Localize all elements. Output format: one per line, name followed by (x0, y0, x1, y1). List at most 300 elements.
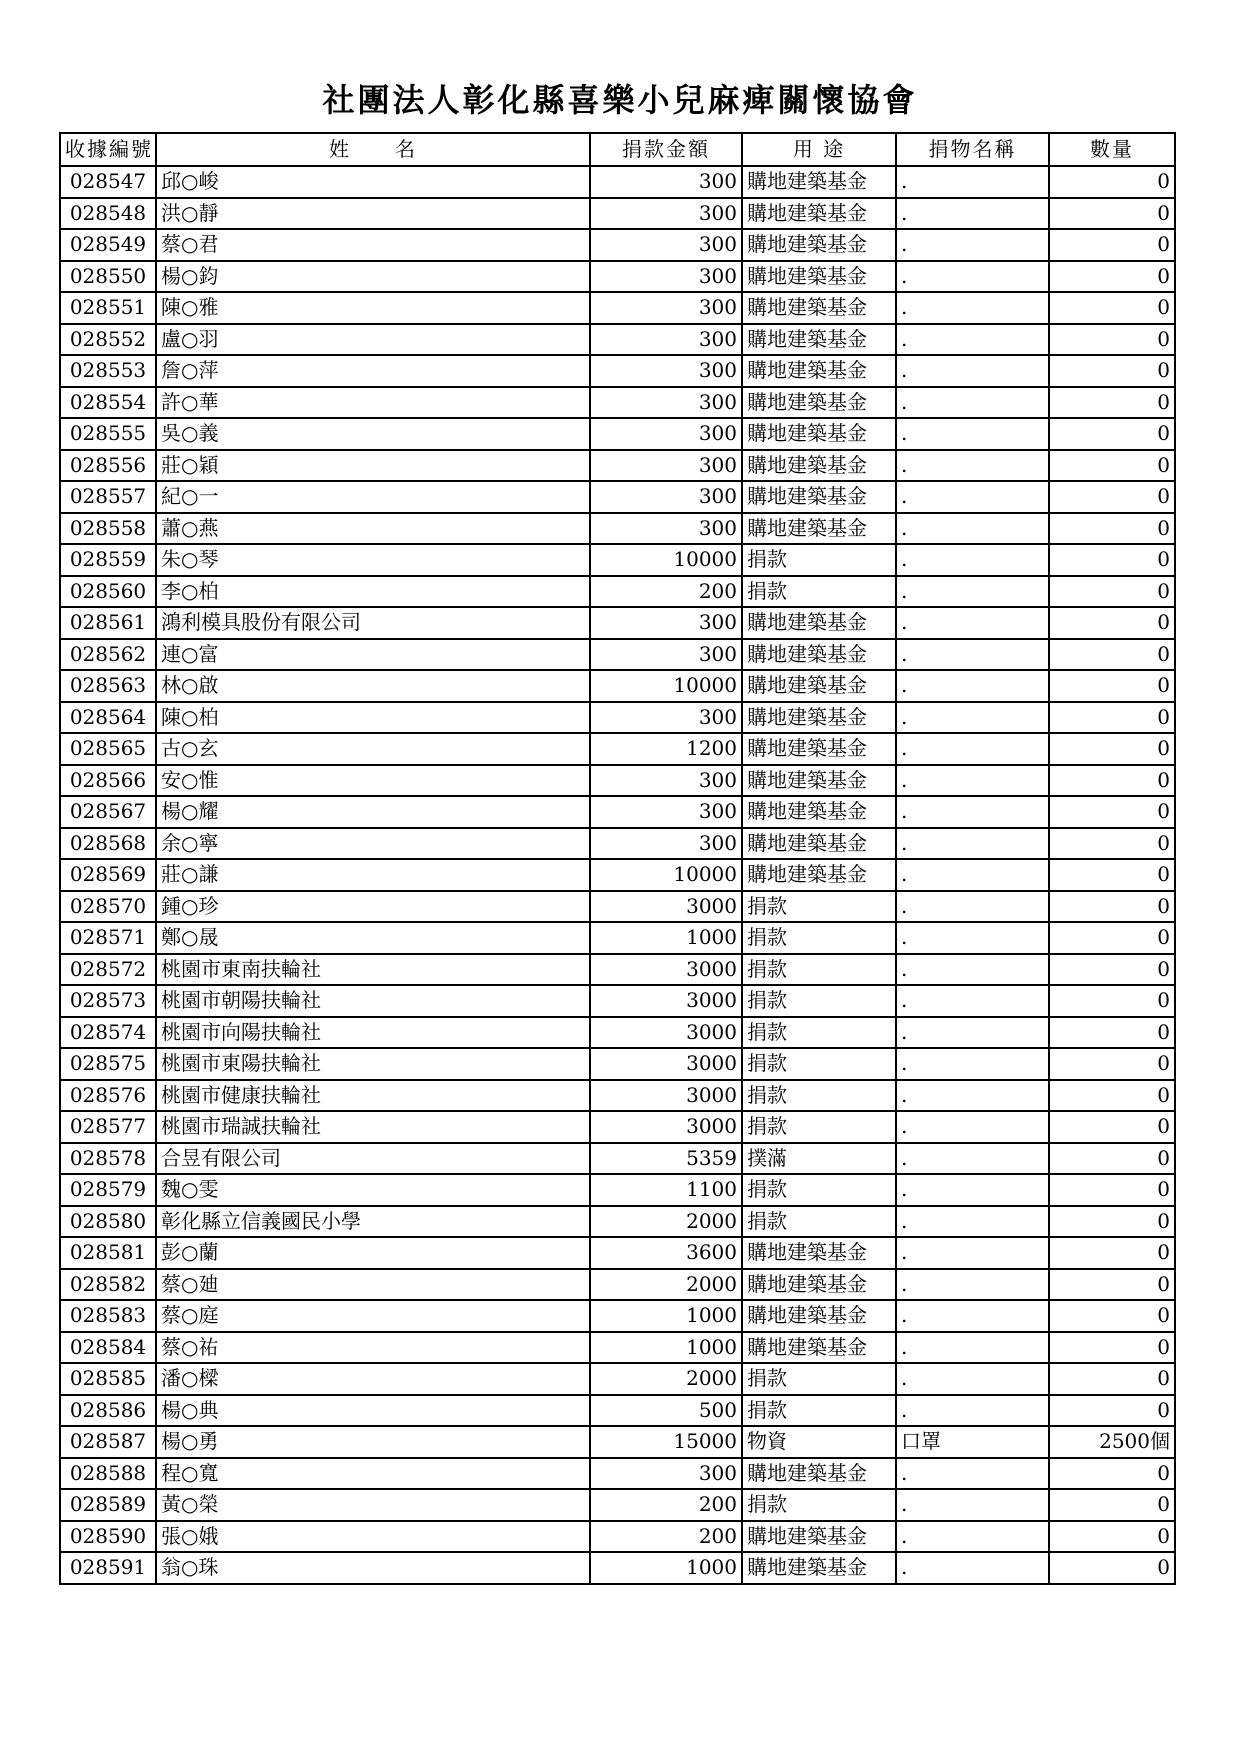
header-amount: 捐款金額 (590, 133, 742, 166)
receipt-no-cell: 028586 (60, 1395, 156, 1427)
donor-name-cell: 吳○義 (156, 418, 590, 450)
item-name-cell: . (896, 765, 1049, 797)
table-row (60, 828, 1175, 860)
quantity-cell: 0 (1049, 544, 1175, 576)
receipt-no-cell: 028580 (60, 1206, 156, 1238)
item-name-cell: . (896, 229, 1049, 261)
item-name-cell: . (896, 198, 1049, 230)
amount-cell: 3000 (590, 891, 742, 923)
quantity-cell: 0 (1049, 1300, 1175, 1332)
quantity-cell: 0 (1049, 1206, 1175, 1238)
donor-name-cell: 許○華 (156, 387, 590, 419)
receipt-no-cell: 028547 (60, 166, 156, 198)
donor-name-cell: 彭○蘭 (156, 1237, 590, 1269)
purpose-cell: 購地建築基金 (742, 355, 896, 387)
purpose-cell: 購地建築基金 (742, 292, 896, 324)
donor-name-cell: 桃園市瑞誠扶輪社 (156, 1111, 590, 1143)
amount-cell: 15000 (590, 1426, 742, 1458)
quantity-cell: 0 (1049, 1521, 1175, 1553)
table-row (60, 1269, 1175, 1301)
quantity-cell: 0 (1049, 418, 1175, 450)
amount-cell: 10000 (590, 859, 742, 891)
quantity-cell: 2500個 (1049, 1426, 1175, 1458)
purpose-cell: 捐款 (742, 1363, 896, 1395)
table-row (60, 796, 1175, 828)
item-name-cell: . (896, 733, 1049, 765)
purpose-cell: 購地建築基金 (742, 828, 896, 860)
donor-name-cell: 莊○穎 (156, 450, 590, 482)
header-item-name: 捐物名稱 (896, 133, 1049, 166)
purpose-cell: 捐款 (742, 544, 896, 576)
amount-cell: 200 (590, 576, 742, 608)
receipt-no-cell: 028561 (60, 607, 156, 639)
quantity-cell: 0 (1049, 450, 1175, 482)
table-row (60, 1395, 1175, 1427)
table-row (60, 1237, 1175, 1269)
quantity-cell: 0 (1049, 670, 1175, 702)
purpose-cell: 撲滿 (742, 1143, 896, 1175)
table-row (60, 1017, 1175, 1049)
item-name-cell: . (896, 1237, 1049, 1269)
item-name-cell: . (896, 387, 1049, 419)
item-name-cell: . (896, 1521, 1049, 1553)
amount-cell: 10000 (590, 670, 742, 702)
amount-cell: 1200 (590, 733, 742, 765)
amount-cell: 300 (590, 261, 742, 293)
item-name-cell: . (896, 1269, 1049, 1301)
purpose-cell: 購地建築基金 (742, 765, 896, 797)
quantity-cell: 0 (1049, 1174, 1175, 1206)
table-row (60, 355, 1175, 387)
purpose-cell: 購地建築基金 (742, 1237, 896, 1269)
purpose-cell: 購地建築基金 (742, 513, 896, 545)
table-row (60, 387, 1175, 419)
receipt-no-cell: 028570 (60, 891, 156, 923)
table-row (60, 639, 1175, 671)
header-row (60, 133, 1175, 166)
quantity-cell: 0 (1049, 796, 1175, 828)
item-name-cell: . (896, 891, 1049, 923)
donor-name-cell: 陳○柏 (156, 702, 590, 734)
receipt-no-cell: 028587 (60, 1426, 156, 1458)
quantity-cell: 0 (1049, 891, 1175, 923)
donor-name-cell: 鴻利模具股份有限公司 (156, 607, 590, 639)
donor-name-cell: 彰化縣立信義國民小學 (156, 1206, 590, 1238)
receipt-no-cell: 028564 (60, 702, 156, 734)
amount-cell: 300 (590, 418, 742, 450)
table-row (60, 1332, 1175, 1364)
receipt-no-cell: 028560 (60, 576, 156, 608)
receipt-no-cell: 028553 (60, 355, 156, 387)
table-row (60, 891, 1175, 923)
amount-cell: 300 (590, 607, 742, 639)
amount-cell: 300 (590, 702, 742, 734)
receipt-no-cell: 028555 (60, 418, 156, 450)
donor-name-cell: 楊○勇 (156, 1426, 590, 1458)
purpose-cell: 捐款 (742, 922, 896, 954)
amount-cell: 3000 (590, 1048, 742, 1080)
table-row (60, 1143, 1175, 1175)
table-row (60, 922, 1175, 954)
item-name-cell: . (896, 985, 1049, 1017)
donor-name-cell: 李○柏 (156, 576, 590, 608)
table-row (60, 1426, 1175, 1458)
table-row (60, 261, 1175, 293)
quantity-cell: 0 (1049, 954, 1175, 986)
purpose-cell: 購地建築基金 (742, 1269, 896, 1301)
document-title: 社團法人彰化縣喜樂小兒麻痺關懷協會 (322, 81, 918, 119)
purpose-cell: 購地建築基金 (742, 261, 896, 293)
item-name-cell: . (896, 828, 1049, 860)
quantity-cell: 0 (1049, 166, 1175, 198)
purpose-cell: 購地建築基金 (742, 418, 896, 450)
table-row (60, 1111, 1175, 1143)
donor-name-cell: 安○惟 (156, 765, 590, 797)
table-row (60, 954, 1175, 986)
donor-name-cell: 桃園市健康扶輪社 (156, 1080, 590, 1112)
table-row (60, 607, 1175, 639)
receipt-no-cell: 028552 (60, 324, 156, 356)
table-row (60, 450, 1175, 482)
purpose-cell: 購地建築基金 (742, 1552, 896, 1584)
amount-cell: 300 (590, 387, 742, 419)
receipt-no-cell: 028574 (60, 1017, 156, 1049)
amount-cell: 300 (590, 450, 742, 482)
receipt-no-cell: 028589 (60, 1489, 156, 1521)
receipt-no-cell: 028577 (60, 1111, 156, 1143)
quantity-cell: 0 (1049, 828, 1175, 860)
donor-name-cell: 蔡○君 (156, 229, 590, 261)
amount-cell: 500 (590, 1395, 742, 1427)
quantity-cell: 0 (1049, 1552, 1175, 1584)
receipt-no-cell: 028559 (60, 544, 156, 576)
item-name-cell: . (896, 166, 1049, 198)
receipt-no-cell: 028550 (60, 261, 156, 293)
receipt-no-cell: 028591 (60, 1552, 156, 1584)
donor-name-cell: 林○啟 (156, 670, 590, 702)
receipt-no-cell: 028590 (60, 1521, 156, 1553)
donor-name-cell: 翁○珠 (156, 1552, 590, 1584)
purpose-cell: 捐款 (742, 1111, 896, 1143)
donor-name-cell: 桃園市東陽扶輪社 (156, 1048, 590, 1080)
item-name-cell: . (896, 481, 1049, 513)
donor-name-cell: 楊○耀 (156, 796, 590, 828)
amount-cell: 300 (590, 229, 742, 261)
purpose-cell: 捐款 (742, 1206, 896, 1238)
purpose-cell: 捐款 (742, 1489, 896, 1521)
amount-cell: 3000 (590, 1080, 742, 1112)
receipt-no-cell: 028578 (60, 1143, 156, 1175)
quantity-cell: 0 (1049, 1269, 1175, 1301)
item-name-cell: . (896, 1174, 1049, 1206)
donor-name-cell: 紀○一 (156, 481, 590, 513)
donor-name-cell: 張○娥 (156, 1521, 590, 1553)
item-name-cell: . (896, 418, 1049, 450)
table-row (60, 1048, 1175, 1080)
purpose-cell: 購地建築基金 (742, 387, 896, 419)
quantity-cell: 0 (1049, 1048, 1175, 1080)
donor-name-cell: 合昱有限公司 (156, 1143, 590, 1175)
donor-name-cell: 洪○靜 (156, 198, 590, 230)
receipt-no-cell: 028565 (60, 733, 156, 765)
amount-cell: 2000 (590, 1269, 742, 1301)
receipt-no-cell: 028556 (60, 450, 156, 482)
table-row (60, 1080, 1175, 1112)
table-row (60, 1458, 1175, 1490)
amount-cell: 300 (590, 513, 742, 545)
amount-cell: 200 (590, 1521, 742, 1553)
purpose-cell: 物資 (742, 1426, 896, 1458)
donor-name-cell: 潘○樑 (156, 1363, 590, 1395)
item-name-cell: . (896, 639, 1049, 671)
table-row (60, 513, 1175, 545)
receipt-no-cell: 028548 (60, 198, 156, 230)
amount-cell: 300 (590, 292, 742, 324)
receipt-no-cell: 028576 (60, 1080, 156, 1112)
receipt-no-cell: 028558 (60, 513, 156, 545)
quantity-cell: 0 (1049, 639, 1175, 671)
item-name-cell: . (896, 1017, 1049, 1049)
receipt-no-cell: 028568 (60, 828, 156, 860)
item-name-cell: . (896, 513, 1049, 545)
quantity-cell: 0 (1049, 1111, 1175, 1143)
donor-name-cell: 邱○峻 (156, 166, 590, 198)
amount-cell: 3000 (590, 1111, 742, 1143)
item-name-cell: . (896, 324, 1049, 356)
donor-name-cell: 詹○萍 (156, 355, 590, 387)
item-name-cell: . (896, 859, 1049, 891)
donor-name-cell: 莊○謙 (156, 859, 590, 891)
quantity-cell: 0 (1049, 1332, 1175, 1364)
quantity-cell: 0 (1049, 198, 1175, 230)
receipt-no-cell: 028563 (60, 670, 156, 702)
quantity-cell: 0 (1049, 355, 1175, 387)
table-row (60, 576, 1175, 608)
amount-cell: 3600 (590, 1237, 742, 1269)
header-quantity: 數量 (1049, 133, 1175, 166)
quantity-cell: 0 (1049, 1143, 1175, 1175)
donor-name-cell: 蔡○庭 (156, 1300, 590, 1332)
quantity-cell: 0 (1049, 481, 1175, 513)
quantity-cell: 0 (1049, 1395, 1175, 1427)
table-row (60, 166, 1175, 198)
table-row (60, 702, 1175, 734)
receipt-no-cell: 028584 (60, 1332, 156, 1364)
item-name-cell: . (896, 261, 1049, 293)
item-name-cell: . (896, 1048, 1049, 1080)
receipt-no-cell: 028575 (60, 1048, 156, 1080)
header-name: 姓 名 (156, 133, 590, 166)
receipt-no-cell: 028554 (60, 387, 156, 419)
amount-cell: 1000 (590, 1300, 742, 1332)
donor-name-cell: 桃園市向陽扶輪社 (156, 1017, 590, 1049)
amount-cell: 300 (590, 166, 742, 198)
item-name-cell: . (896, 922, 1049, 954)
item-name-cell: . (896, 355, 1049, 387)
item-name-cell: . (896, 450, 1049, 482)
amount-cell: 1000 (590, 1332, 742, 1364)
table-row (60, 1174, 1175, 1206)
donor-name-cell: 盧○羽 (156, 324, 590, 356)
purpose-cell: 購地建築基金 (742, 702, 896, 734)
purpose-cell: 購地建築基金 (742, 481, 896, 513)
purpose-cell: 購地建築基金 (742, 324, 896, 356)
purpose-cell: 捐款 (742, 576, 896, 608)
purpose-cell: 購地建築基金 (742, 198, 896, 230)
purpose-cell: 捐款 (742, 954, 896, 986)
item-name-cell: . (896, 796, 1049, 828)
donation-table (59, 132, 1176, 1585)
amount-cell: 300 (590, 355, 742, 387)
amount-cell: 200 (590, 1489, 742, 1521)
purpose-cell: 購地建築基金 (742, 1521, 896, 1553)
donor-name-cell: 楊○鈞 (156, 261, 590, 293)
purpose-cell: 購地建築基金 (742, 859, 896, 891)
donor-name-cell: 連○富 (156, 639, 590, 671)
table-body (60, 166, 1175, 1584)
donor-name-cell: 余○寧 (156, 828, 590, 860)
purpose-cell: 購地建築基金 (742, 1458, 896, 1490)
amount-cell: 3000 (590, 1017, 742, 1049)
amount-cell: 1000 (590, 922, 742, 954)
purpose-cell: 捐款 (742, 1174, 896, 1206)
purpose-cell: 捐款 (742, 1395, 896, 1427)
amount-cell: 300 (590, 1458, 742, 1490)
purpose-cell: 購地建築基金 (742, 733, 896, 765)
quantity-cell: 0 (1049, 765, 1175, 797)
table-row (60, 481, 1175, 513)
table-row (60, 1521, 1175, 1553)
item-name-cell: 口罩 (896, 1426, 1049, 1458)
donor-name-cell: 蔡○祐 (156, 1332, 590, 1364)
receipt-no-cell: 028581 (60, 1237, 156, 1269)
item-name-cell: . (896, 1111, 1049, 1143)
table-row (60, 1552, 1175, 1584)
receipt-no-cell: 028572 (60, 954, 156, 986)
table-row (60, 418, 1175, 450)
receipt-no-cell: 028551 (60, 292, 156, 324)
quantity-cell: 0 (1049, 1017, 1175, 1049)
quantity-cell: 0 (1049, 324, 1175, 356)
item-name-cell: . (896, 1206, 1049, 1238)
quantity-cell: 0 (1049, 513, 1175, 545)
receipt-no-cell: 028583 (60, 1300, 156, 1332)
receipt-no-cell: 028582 (60, 1269, 156, 1301)
item-name-cell: . (896, 670, 1049, 702)
item-name-cell: . (896, 1395, 1049, 1427)
quantity-cell: 0 (1049, 1489, 1175, 1521)
purpose-cell: 購地建築基金 (742, 796, 896, 828)
amount-cell: 2000 (590, 1363, 742, 1395)
donor-name-cell: 蔡○廸 (156, 1269, 590, 1301)
amount-cell: 10000 (590, 544, 742, 576)
table-row (60, 859, 1175, 891)
table-row (60, 198, 1175, 230)
item-name-cell: . (896, 954, 1049, 986)
receipt-no-cell: 028588 (60, 1458, 156, 1490)
amount-cell: 300 (590, 324, 742, 356)
purpose-cell: 購地建築基金 (742, 639, 896, 671)
item-name-cell: . (896, 607, 1049, 639)
quantity-cell: 0 (1049, 859, 1175, 891)
donor-name-cell: 蕭○燕 (156, 513, 590, 545)
purpose-cell: 捐款 (742, 985, 896, 1017)
receipt-no-cell: 028562 (60, 639, 156, 671)
purpose-cell: 捐款 (742, 1080, 896, 1112)
receipt-no-cell: 028573 (60, 985, 156, 1017)
donor-name-cell: 朱○琴 (156, 544, 590, 576)
table-row (60, 324, 1175, 356)
purpose-cell: 捐款 (742, 1017, 896, 1049)
quantity-cell: 0 (1049, 261, 1175, 293)
table-row (60, 229, 1175, 261)
donor-name-cell: 桃園市東南扶輪社 (156, 954, 590, 986)
item-name-cell: . (896, 1080, 1049, 1112)
item-name-cell: . (896, 1552, 1049, 1584)
item-name-cell: . (896, 1300, 1049, 1332)
table-row (60, 985, 1175, 1017)
table-row (60, 544, 1175, 576)
quantity-cell: 0 (1049, 733, 1175, 765)
amount-cell: 5359 (590, 1143, 742, 1175)
receipt-no-cell: 028571 (60, 922, 156, 954)
purpose-cell: 購地建築基金 (742, 166, 896, 198)
receipt-no-cell: 028569 (60, 859, 156, 891)
purpose-cell: 購地建築基金 (742, 450, 896, 482)
item-name-cell: . (896, 702, 1049, 734)
purpose-cell: 購地建築基金 (742, 1300, 896, 1332)
table-row (60, 765, 1175, 797)
donor-name-cell: 鍾○珍 (156, 891, 590, 923)
quantity-cell: 0 (1049, 1080, 1175, 1112)
receipt-no-cell: 028567 (60, 796, 156, 828)
amount-cell: 300 (590, 828, 742, 860)
quantity-cell: 0 (1049, 229, 1175, 261)
donor-name-cell: 黃○榮 (156, 1489, 590, 1521)
amount-cell: 1000 (590, 1552, 742, 1584)
table-row (60, 1206, 1175, 1238)
quantity-cell: 0 (1049, 576, 1175, 608)
table-row (60, 1300, 1175, 1332)
receipt-no-cell: 028566 (60, 765, 156, 797)
purpose-cell: 購地建築基金 (742, 670, 896, 702)
table-row (60, 1489, 1175, 1521)
item-name-cell: . (896, 576, 1049, 608)
quantity-cell: 0 (1049, 702, 1175, 734)
donor-name-cell: 陳○雅 (156, 292, 590, 324)
donor-name-cell: 鄭○晟 (156, 922, 590, 954)
header-purpose: 用 途 (742, 133, 896, 166)
donor-name-cell: 古○玄 (156, 733, 590, 765)
item-name-cell: . (896, 292, 1049, 324)
purpose-cell: 捐款 (742, 1048, 896, 1080)
donor-name-cell: 楊○典 (156, 1395, 590, 1427)
quantity-cell: 0 (1049, 1458, 1175, 1490)
header-receipt-no: 收據編號 (60, 133, 156, 166)
donor-name-cell: 桃園市朝陽扶輪社 (156, 985, 590, 1017)
amount-cell: 1100 (590, 1174, 742, 1206)
amount-cell: 3000 (590, 985, 742, 1017)
purpose-cell: 購地建築基金 (742, 229, 896, 261)
receipt-no-cell: 028579 (60, 1174, 156, 1206)
quantity-cell: 0 (1049, 387, 1175, 419)
item-name-cell: . (896, 1489, 1049, 1521)
table-row (60, 670, 1175, 702)
amount-cell: 300 (590, 796, 742, 828)
table-row (60, 733, 1175, 765)
quantity-cell: 0 (1049, 922, 1175, 954)
amount-cell: 3000 (590, 954, 742, 986)
